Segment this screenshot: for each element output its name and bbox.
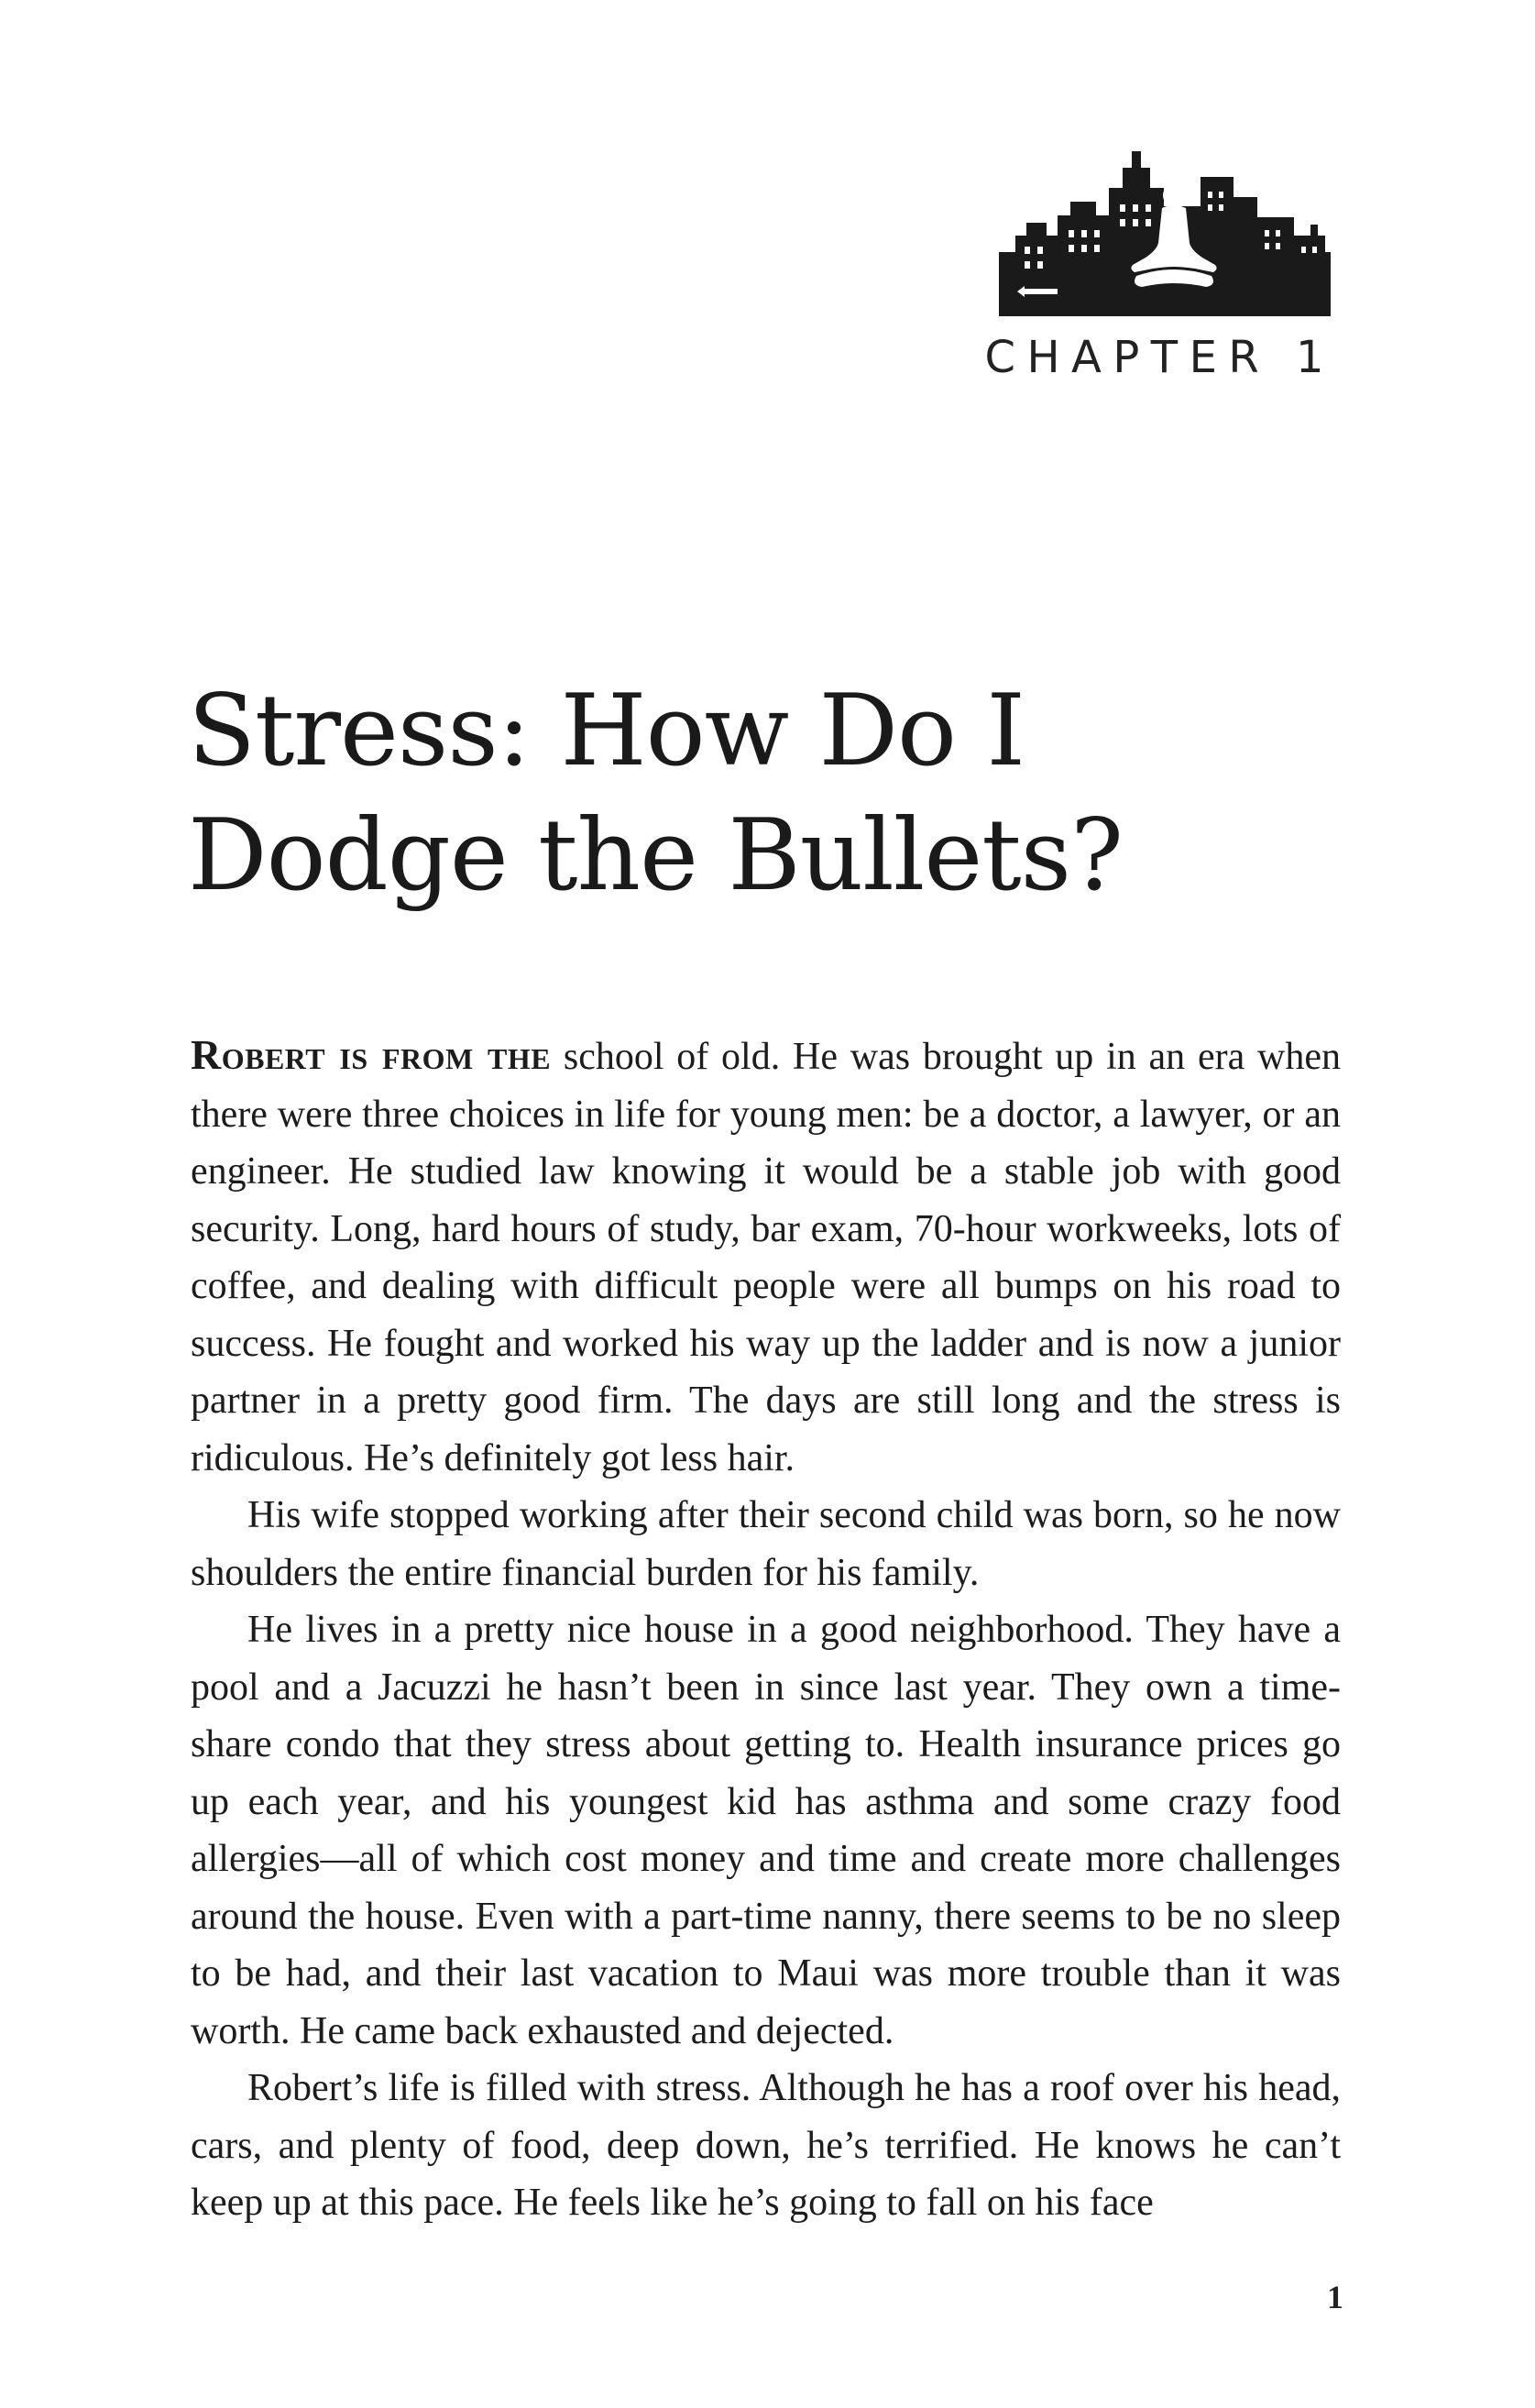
paragraph-lead-in: Robert is from the (191, 1031, 552, 1078)
page-number: 1 (1327, 2279, 1343, 2315)
paragraph-4: Robert’s life is filled with stress. Although he has a roof over his head, cars, and plenty of food, deep down, he’s terrified. He knows he can’t keep up at this pace. He feels like he’s going to fall on his face (191, 2067, 1341, 2224)
paragraph-1 (191, 1027, 1341, 1487)
paragraph-1-text: school of old. He was brought up in an era when there were three choices in life for young men: be a doctor, a lawyer, or an engineer. He studied law knowing it would be a stable job with good security. Long, hard hours of study, bar exam, 70-hour workweeks, lots of coffee, and dealing with difficult people were all bumps on his road to success. He fought and worked his way up the ladder and is now a junior partner in a pretty good firm. The days are still long and the stress is ridiculous. He’s definitely got less hair. (191, 1036, 1341, 1479)
chapter-title-line-1: Stress: How Do I (188, 674, 1025, 788)
city-skyline-meditation-icon (999, 151, 1331, 316)
body-text (191, 1027, 1341, 2232)
chapter-label: CHAPTER 1 (984, 332, 1335, 383)
paragraph-2: His wife stopped working after their second child was born, so he now shoulders the entire financial burden for his family. (191, 1494, 1341, 1594)
chapter-title (188, 669, 1333, 918)
paragraph-3: He lives in a pretty nice house in a good neighborhood. They have a pool and a Jacuzzi he hasn’t been in since last year. They own a time-share condo that they stress about getting to. Health insurance prices go up each year, and his youngest kid has asthma and some crazy food allergies—all of which cost money and time and create more challenges around the house. Even with a part-time nanny, there seems to be no sleep to be had, and their last vacation to Maui was more trouble than it was worth. He came back exhausted and dejected. (191, 1609, 1341, 2052)
chapter-title-line-2: Dodge the Bullets? (188, 798, 1123, 913)
